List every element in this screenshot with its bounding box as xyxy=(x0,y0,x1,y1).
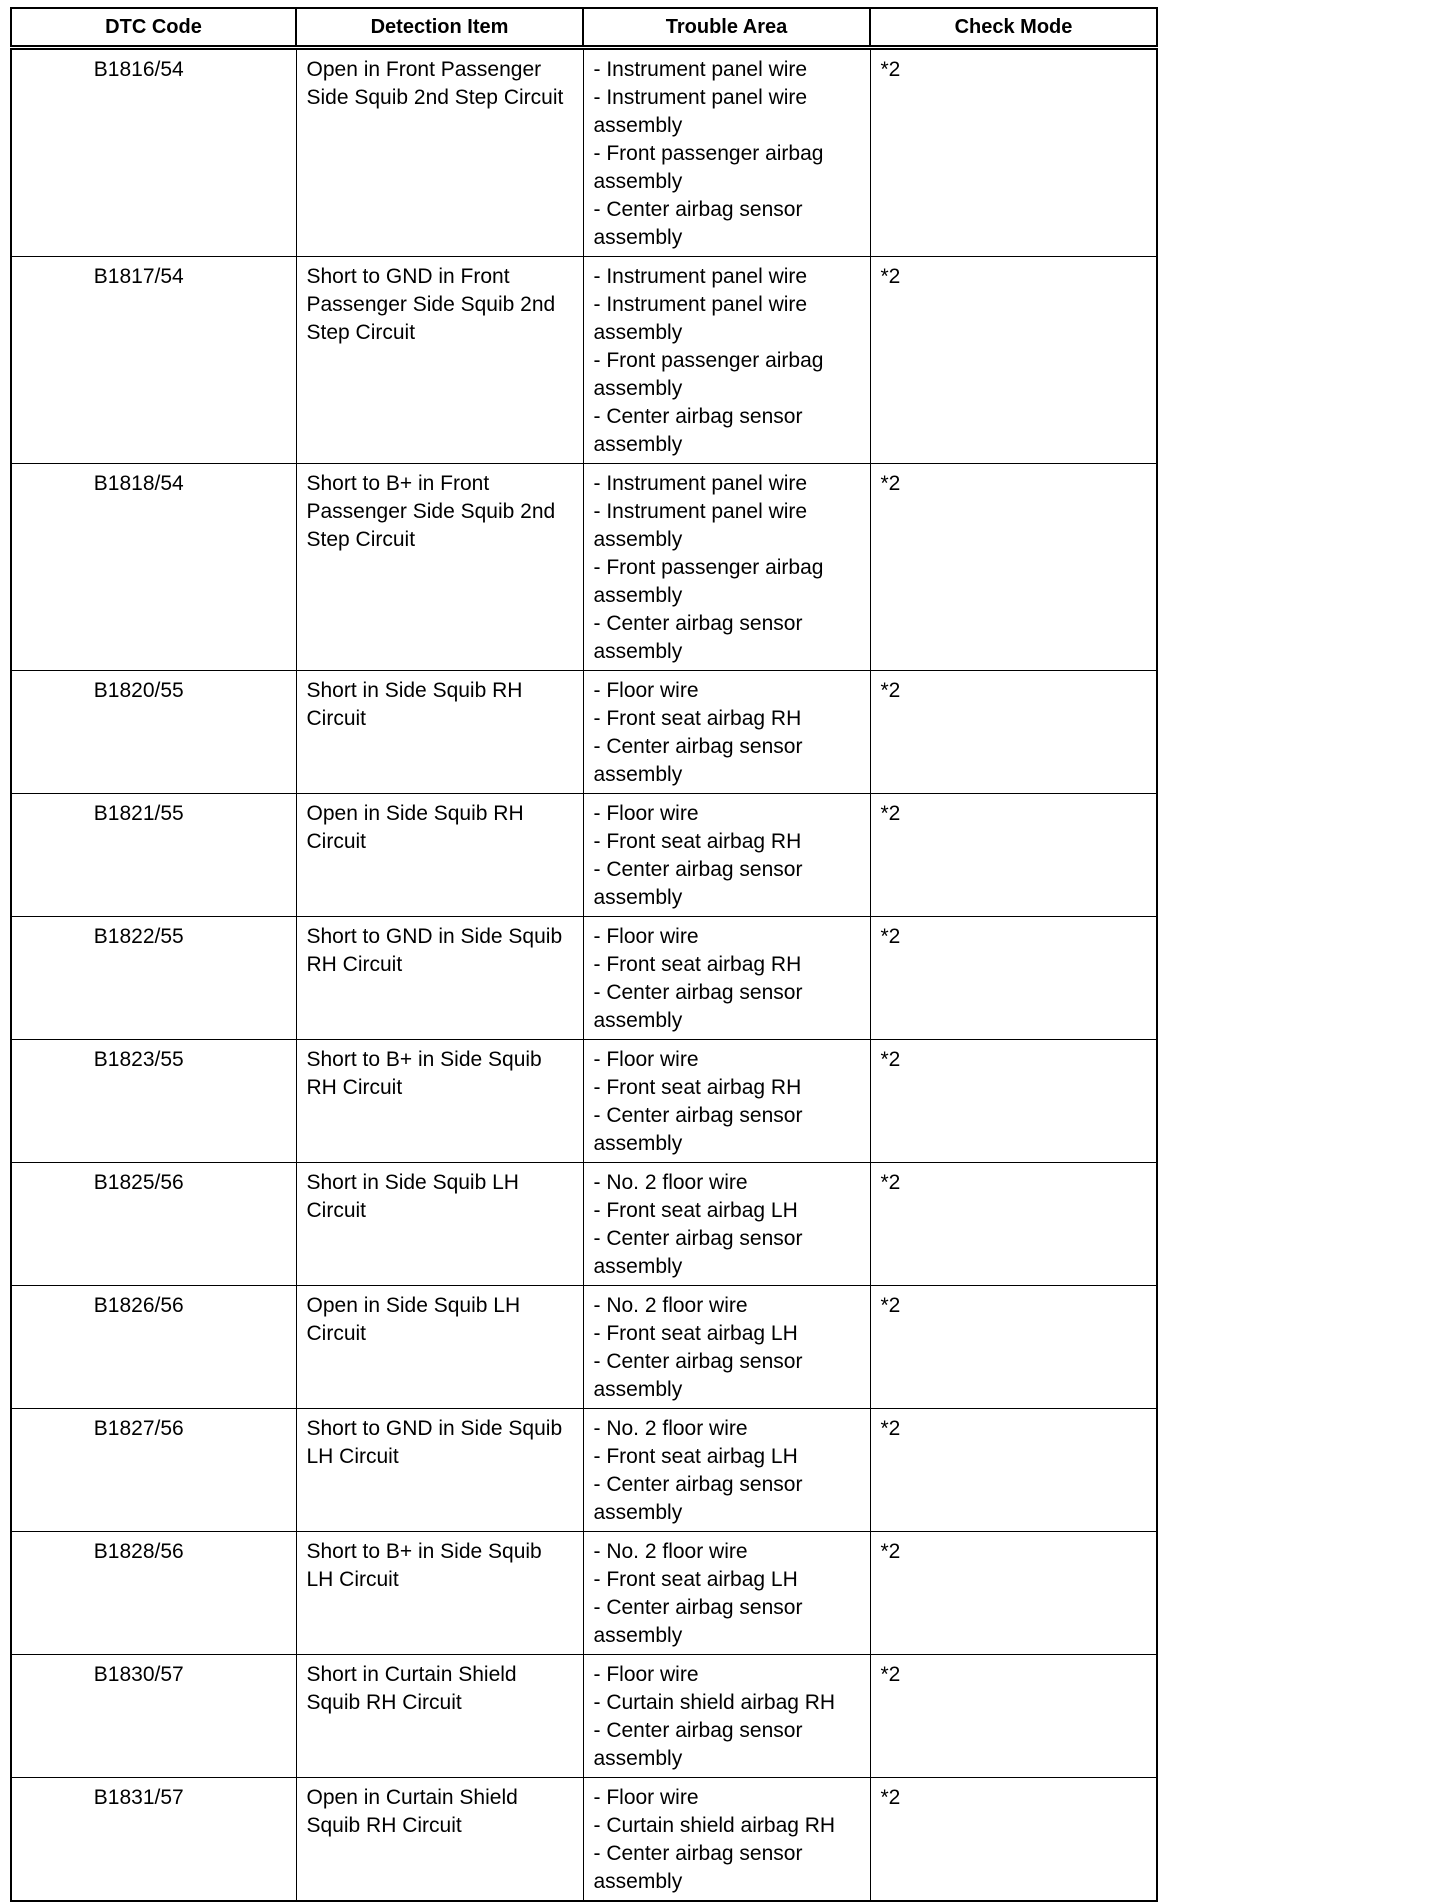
detection-item-cell: Short to B+ in Front Passenger Side Squib 2nd Step Circuit xyxy=(296,464,583,671)
check-mode-cell: *2 xyxy=(870,1040,1157,1163)
trouble-area-cell xyxy=(583,917,870,1040)
header-check-mode: Check Mode xyxy=(870,8,1157,48)
trouble-area-cell xyxy=(583,257,870,464)
trouble-area-item: - Center airbag sensor assembly xyxy=(593,858,803,909)
trouble-area-item: - Instrument panel wire xyxy=(593,265,808,288)
trouble-area-item: - Front seat airbag LH xyxy=(593,1568,798,1591)
dtc-code-cell: B1831/57 xyxy=(11,1778,296,1902)
trouble-area-cell xyxy=(583,464,870,671)
dtc-code-cell: B1816/54 xyxy=(11,48,296,257)
trouble-area-item: - Front passenger airbag assembly xyxy=(593,142,824,193)
trouble-area-cell xyxy=(583,794,870,917)
table-row xyxy=(11,1778,1157,1902)
trouble-area-cell xyxy=(583,1409,870,1532)
trouble-area-item: - Instrument panel wire assembly xyxy=(593,293,808,344)
dtc-code-cell: B1830/57 xyxy=(11,1655,296,1778)
trouble-area-item: - No. 2 floor wire xyxy=(593,1540,748,1563)
trouble-area-item: - Front seat airbag RH xyxy=(593,707,802,730)
table-row xyxy=(11,464,1157,671)
trouble-area-item: - Center airbag sensor assembly xyxy=(593,1842,803,1893)
table-row xyxy=(11,1532,1157,1655)
trouble-area-cell xyxy=(583,1040,870,1163)
dtc-code-cell: B1818/54 xyxy=(11,464,296,671)
table-row xyxy=(11,794,1157,917)
trouble-area-item: - Floor wire xyxy=(593,1048,699,1071)
trouble-area-item: - Center airbag sensor assembly xyxy=(593,1596,803,1647)
trouble-area-item: - Instrument panel wire xyxy=(593,472,808,495)
trouble-area-item: - Center airbag sensor assembly xyxy=(593,981,803,1032)
trouble-area-item: - Front passenger airbag assembly xyxy=(593,349,824,400)
trouble-area-item: - Front seat airbag LH xyxy=(593,1199,798,1222)
trouble-area-item: - Floor wire xyxy=(593,1786,699,1809)
trouble-area-item: - Curtain shield airbag RH xyxy=(593,1691,836,1714)
detection-item-cell: Short in Curtain Shield Squib RH Circuit xyxy=(296,1655,583,1778)
trouble-area-cell xyxy=(583,48,870,257)
table-row xyxy=(11,1655,1157,1778)
check-mode-cell: *2 xyxy=(870,1409,1157,1532)
dtc-code-cell: B1827/56 xyxy=(11,1409,296,1532)
trouble-area-item: - Front seat airbag RH xyxy=(593,1076,802,1099)
header-trouble-area: Trouble Area xyxy=(583,8,870,48)
trouble-area-item: - No. 2 floor wire xyxy=(593,1294,748,1317)
detection-item-cell: Open in Curtain Shield Squib RH Circuit xyxy=(296,1778,583,1902)
detection-item-cell: Short in Side Squib LH Circuit xyxy=(296,1163,583,1286)
trouble-area-item: - No. 2 floor wire xyxy=(593,1171,748,1194)
table-row xyxy=(11,671,1157,794)
dtc-code-cell: B1825/56 xyxy=(11,1163,296,1286)
trouble-area-item: - Center airbag sensor assembly xyxy=(593,735,803,786)
check-mode-cell: *2 xyxy=(870,464,1157,671)
check-mode-cell: *2 xyxy=(870,48,1157,257)
trouble-area-item: - No. 2 floor wire xyxy=(593,1417,748,1440)
table-row xyxy=(11,1409,1157,1532)
header-row xyxy=(11,8,1157,48)
trouble-area-item: - Floor wire xyxy=(593,679,699,702)
header-dtc-code: DTC Code xyxy=(11,8,296,48)
check-mode-cell: *2 xyxy=(870,671,1157,794)
check-mode-cell: *2 xyxy=(870,917,1157,1040)
dtc-code-cell: B1826/56 xyxy=(11,1286,296,1409)
check-mode-cell: *2 xyxy=(870,1286,1157,1409)
table-row xyxy=(11,1286,1157,1409)
dtc-code-cell: B1817/54 xyxy=(11,257,296,464)
trouble-area-cell xyxy=(583,1655,870,1778)
detection-item-cell: Short in Side Squib RH Circuit xyxy=(296,671,583,794)
trouble-area-item: - Front passenger airbag assembly xyxy=(593,556,824,607)
trouble-area-item: - Center airbag sensor assembly xyxy=(593,405,803,456)
table-row xyxy=(11,917,1157,1040)
trouble-area-item: - Instrument panel wire xyxy=(593,58,808,81)
check-mode-cell: *2 xyxy=(870,1778,1157,1902)
trouble-area-item: - Center airbag sensor assembly xyxy=(593,1227,803,1278)
check-mode-cell: *2 xyxy=(870,1655,1157,1778)
detection-item-cell: Short to B+ in Side Squib RH Circuit xyxy=(296,1040,583,1163)
trouble-area-item: - Front seat airbag RH xyxy=(593,830,802,853)
check-mode-cell: *2 xyxy=(870,1532,1157,1655)
trouble-area-item: - Instrument panel wire assembly xyxy=(593,86,808,137)
table-row xyxy=(11,1163,1157,1286)
detection-item-cell: Open in Front Passenger Side Squib 2nd Step Circuit xyxy=(296,48,583,257)
table-row xyxy=(11,1040,1157,1163)
trouble-area-item: - Front seat airbag LH xyxy=(593,1322,798,1345)
dtc-code-cell: B1822/55 xyxy=(11,917,296,1040)
trouble-area-item: - Floor wire xyxy=(593,802,699,825)
trouble-area-item: - Curtain shield airbag RH xyxy=(593,1814,836,1837)
table-body xyxy=(11,48,1157,1902)
trouble-area-cell xyxy=(583,1778,870,1902)
trouble-area-item: - Center airbag sensor assembly xyxy=(593,198,803,249)
dtc-code-cell: B1828/56 xyxy=(11,1532,296,1655)
header-detection-item: Detection Item xyxy=(296,8,583,48)
detection-item-cell: Short to GND in Side Squib RH Circuit xyxy=(296,917,583,1040)
check-mode-cell: *2 xyxy=(870,794,1157,917)
detection-item-cell: Open in Side Squib RH Circuit xyxy=(296,794,583,917)
dtc-code-cell: B1823/55 xyxy=(11,1040,296,1163)
trouble-area-item: - Center airbag sensor assembly xyxy=(593,1350,803,1401)
trouble-area-item: - Center airbag sensor assembly xyxy=(593,612,803,663)
table-row xyxy=(11,48,1157,257)
trouble-area-item: - Front seat airbag RH xyxy=(593,953,802,976)
table-row xyxy=(11,257,1157,464)
check-mode-cell: *2 xyxy=(870,1163,1157,1286)
detection-item-cell: Short to GND in Front Passenger Side Squib 2nd Step Circuit xyxy=(296,257,583,464)
trouble-area-item: - Instrument panel wire assembly xyxy=(593,500,808,551)
trouble-area-item: - Floor wire xyxy=(593,925,699,948)
detection-item-cell: Short to GND in Side Squib LH Circuit xyxy=(296,1409,583,1532)
dtc-table xyxy=(10,7,1158,1902)
check-mode-cell: *2 xyxy=(870,257,1157,464)
trouble-area-cell xyxy=(583,1286,870,1409)
detection-item-cell: Open in Side Squib LH Circuit xyxy=(296,1286,583,1409)
trouble-area-cell xyxy=(583,1532,870,1655)
trouble-area-item: - Floor wire xyxy=(593,1663,699,1686)
trouble-area-cell xyxy=(583,671,870,794)
dtc-code-cell: B1821/55 xyxy=(11,794,296,917)
trouble-area-item: - Center airbag sensor assembly xyxy=(593,1473,803,1524)
detection-item-cell: Short to B+ in Side Squib LH Circuit xyxy=(296,1532,583,1655)
trouble-area-item: - Front seat airbag LH xyxy=(593,1445,798,1468)
dtc-code-cell: B1820/55 xyxy=(11,671,296,794)
trouble-area-cell xyxy=(583,1163,870,1286)
trouble-area-item: - Center airbag sensor assembly xyxy=(593,1719,803,1770)
trouble-area-item: - Center airbag sensor assembly xyxy=(593,1104,803,1155)
